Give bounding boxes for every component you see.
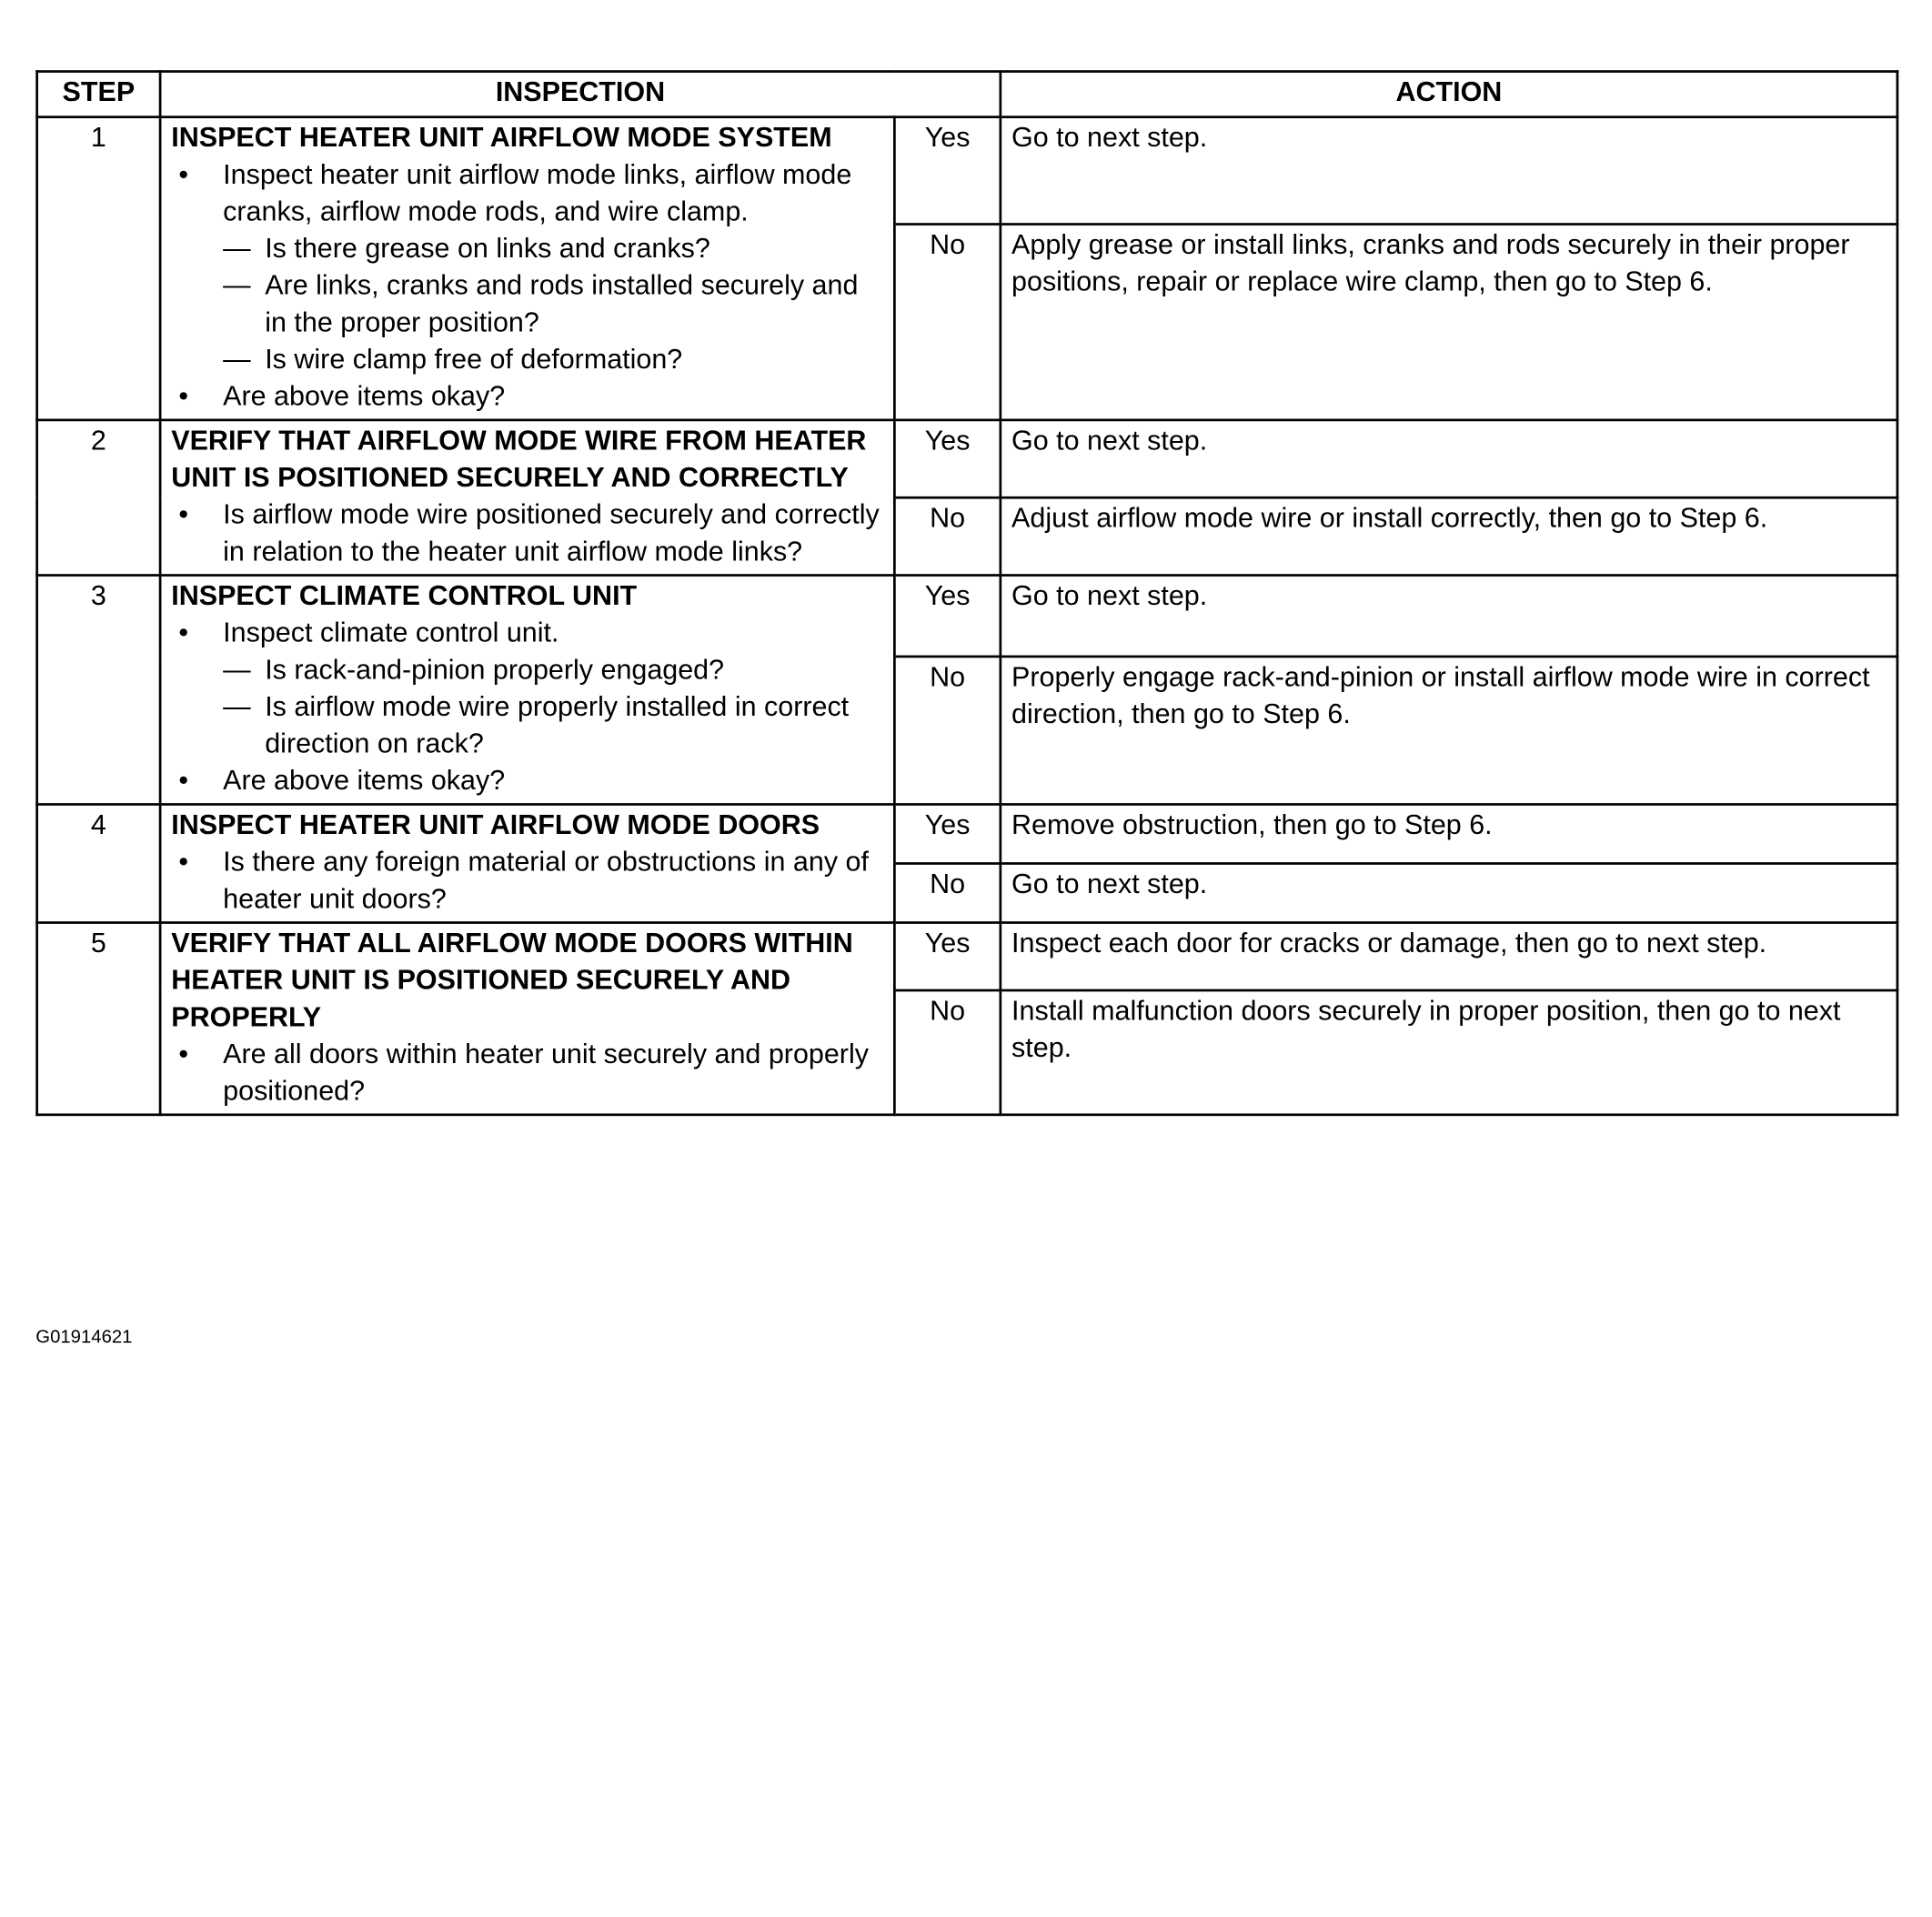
bullet-text: Inspect heater unit airflow mode links, airflow mode cranks, airflow mode rods, and wire clamp. [223,158,852,227]
inspection-cell [160,576,894,805]
step-number: 2 [37,420,160,576]
inspection-bullet-item [178,497,883,570]
yes-label: Yes [894,576,1000,657]
step-number: 3 [37,576,160,805]
inspection-sub-item [223,652,883,689]
bullet-text: Are all doors within heater unit securely and properly positioned? [223,1038,869,1107]
bullet-text: Inspect climate control unit. [223,617,559,648]
inspection-bullet-item [178,156,883,230]
dash-mark: — [223,233,251,264]
bullet-text: Are above items okay? [223,765,506,797]
yes-action: Go to next step. [1001,117,1897,225]
step-number: 5 [37,923,160,1115]
no-label: No [894,990,1000,1115]
bullet-mark: • [178,158,189,190]
step-column-header: STEP [37,72,160,117]
inspection-title: INSPECT HEATER UNIT AIRFLOW MODE DOORS [171,808,820,840]
inspection-sub-item [223,230,883,267]
step-number: 4 [37,804,160,922]
figure-id: G01914621 [35,1326,133,1348]
inspection-cell [160,117,894,420]
inspection-column-header: INSPECTION [160,72,1001,117]
bullet-mark: • [178,617,189,648]
inspection-title: VERIFY THAT AIRFLOW MODE WIRE FROM HEATER UNIT IS POSITIONED SECURELY AND CORRECTLY [171,425,867,493]
step-number: 1 [37,117,160,420]
no-label: No [894,864,1000,923]
header-row [37,72,1897,117]
yes-label: Yes [894,420,1000,497]
sub-item-text: Is rack-and-pinion properly engaged? [265,654,725,686]
yes-label: Yes [894,923,1000,991]
inspection-cell [160,804,894,922]
no-label: No [894,224,1000,420]
bullet-mark: • [178,498,189,530]
inspection-bullet-item [178,762,883,799]
inspection-cell [160,420,894,576]
diagnostic-table [35,70,1898,1116]
table-row [37,420,1897,497]
yes-label: Yes [894,117,1000,225]
bullet-mark: • [178,1038,189,1069]
dash-mark: — [223,690,251,722]
inspection-sub-item [223,688,883,762]
no-label: No [894,656,1000,804]
inspection-cell [160,923,894,1115]
no-label: No [894,497,1000,575]
yes-label: Yes [894,804,1000,863]
yes-action: Inspect each door for cracks or damage, then go to next step. [1001,923,1897,991]
yes-action: Go to next step. [1001,420,1897,497]
bullet-text: Is airflow mode wire positioned securely and correctly in relation to the heater unit airflow mode links? [223,498,880,567]
dash-mark: — [223,343,251,375]
table-body [37,117,1897,1115]
no-action: Adjust airflow mode wire or install correctly, then go to Step 6. [1001,497,1897,575]
no-action: Go to next step. [1001,864,1897,923]
table-row [37,804,1897,863]
inspection-title: VERIFY THAT ALL AIRFLOW MODE DOORS WITHIN HEATER UNIT IS POSITIONED SECURELY AND PROPERLY [171,927,853,1033]
inspection-bullet-item [178,1036,883,1109]
dash-mark: — [223,654,251,686]
table-row [37,117,1897,225]
inspection-title: INSPECT CLIMATE CONTROL UNIT [171,579,638,611]
table-row [37,923,1897,991]
bullet-text: Is there any foreign material or obstructions in any of heater unit doors? [223,846,869,915]
no-action: Apply grease or install links, cranks and rods securely in their proper positions, repair or replace wire clamp, then go to Step 6. [1001,224,1897,420]
sub-item-text: Is wire clamp free of deformation? [265,343,683,375]
inspection-title: INSPECT HEATER UNIT AIRFLOW MODE SYSTEM [171,122,832,153]
inspection-sub-item [223,341,883,378]
action-column-header: ACTION [1001,72,1897,117]
sub-item-text: Is airflow mode wire properly installed in correct direction on rack? [265,690,850,759]
no-action: Properly engage rack-and-pinion or install airflow mode wire in correct direction, then go to Step 6. [1001,656,1897,804]
yes-action: Go to next step. [1001,576,1897,657]
inspection-bullet-item [178,378,883,416]
bullet-mark: • [178,765,189,797]
yes-action: Remove obstruction, then go to Step 6. [1001,804,1897,863]
bullet-mark: • [178,380,189,412]
sub-item-text: Is there grease on links and cranks? [265,233,710,264]
inspection-bullet-item [178,844,883,918]
sub-item-text: Are links, cranks and rods installed securely and in the proper position? [265,269,859,338]
bullet-mark: • [178,846,189,878]
bullet-text: Are above items okay? [223,380,506,412]
table-row [37,576,1897,657]
inspection-sub-item [223,267,883,341]
inspection-bullet-item [178,615,883,652]
no-action: Install malfunction doors securely in proper position, then go to next step. [1001,990,1897,1115]
dash-mark: — [223,269,251,301]
